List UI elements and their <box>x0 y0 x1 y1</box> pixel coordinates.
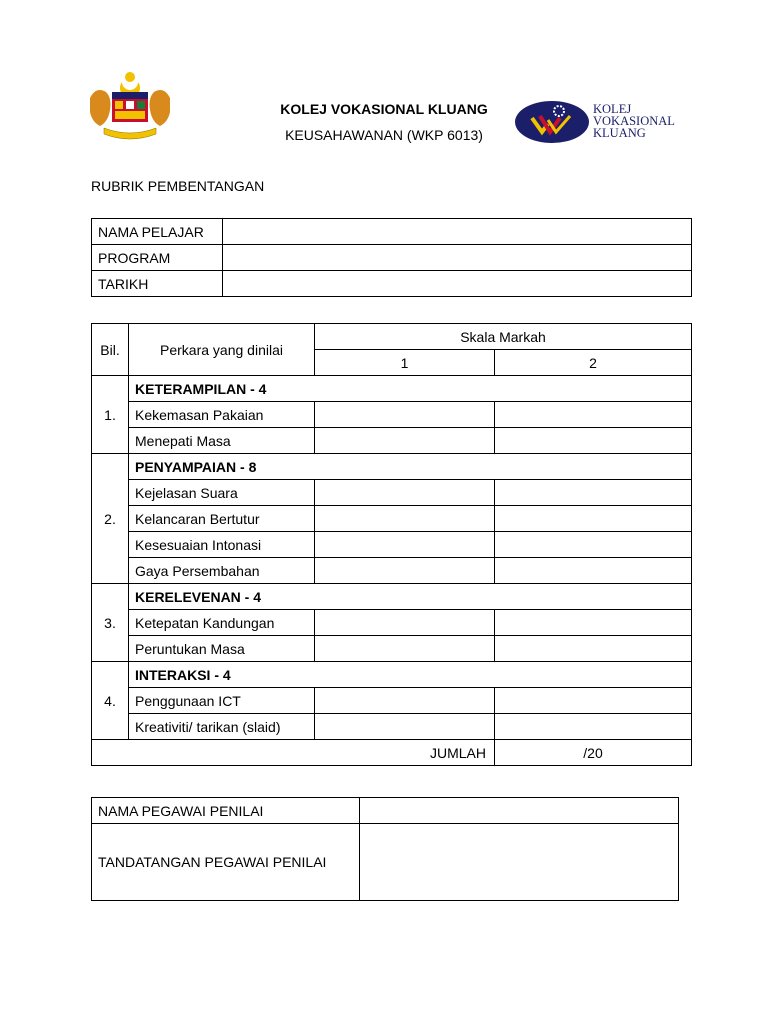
criteria-row <box>92 610 692 636</box>
group-title: INTERAKSI - 4 <box>129 662 692 688</box>
info-row-program <box>92 245 692 271</box>
rubric-header-row <box>92 324 692 350</box>
criteria-label: Penggunaan ICT <box>129 688 315 714</box>
criteria-label: Kekemasan Pakaian <box>129 402 315 428</box>
assessor-signature-field[interactable] <box>360 824 679 901</box>
score-1-cell[interactable] <box>315 506 495 532</box>
col-bil-header: Bil. <box>92 324 129 376</box>
rubric-table <box>91 323 692 766</box>
group-title-row <box>92 584 692 610</box>
score-1-cell[interactable] <box>315 610 495 636</box>
criteria-label: Peruntukan Masa <box>129 636 315 662</box>
assessor-signature-row <box>92 824 679 901</box>
criteria-row <box>92 480 692 506</box>
score-2-cell[interactable] <box>495 636 692 662</box>
college-logo <box>514 98 690 146</box>
criteria-row <box>92 636 692 662</box>
criteria-label: Kejelasan Suara <box>129 480 315 506</box>
total-label: JUMLAH <box>92 740 495 766</box>
score-1-cell[interactable] <box>315 688 495 714</box>
col-item-header: Perkara yang dinilai <box>129 324 315 376</box>
student-name-field[interactable] <box>223 219 692 245</box>
assessor-signature-label: TANDATANGAN PEGAWAI PENILAI <box>92 824 360 901</box>
date-field[interactable] <box>223 271 692 297</box>
score-1-cell[interactable] <box>315 480 495 506</box>
logo-line-2: VOKASIONAL <box>593 114 675 128</box>
score-2-cell[interactable] <box>495 506 692 532</box>
group-number: 3. <box>92 584 129 662</box>
info-label: NAMA PELAJAR <box>92 219 223 245</box>
score-1-cell[interactable] <box>315 636 495 662</box>
info-label: TARIKH <box>92 271 223 297</box>
criteria-label: Kelancaran Bertutur <box>129 506 315 532</box>
scale-1-header: 1 <box>315 350 495 376</box>
group-number: 2. <box>92 454 129 584</box>
score-1-cell[interactable] <box>315 532 495 558</box>
criteria-label: Kreativiti/ tarikan (slaid) <box>129 714 315 740</box>
course-subtitle: KEUSAHAWANAN (WKP 6013) <box>285 127 483 143</box>
criteria-label: Menepati Masa <box>129 428 315 454</box>
group-title-row <box>92 376 692 402</box>
info-row-name <box>92 219 692 245</box>
score-1-cell[interactable] <box>315 558 495 584</box>
criteria-row <box>92 402 692 428</box>
score-1-cell[interactable] <box>315 714 495 740</box>
criteria-row <box>92 714 692 740</box>
criteria-row <box>92 428 692 454</box>
group-title: KERELEVENAN - 4 <box>129 584 692 610</box>
info-label: PROGRAM <box>92 245 223 271</box>
col-scale-header: Skala Markah <box>315 324 692 350</box>
score-2-cell[interactable] <box>495 402 692 428</box>
scale-2-header: 2 <box>495 350 692 376</box>
program-field[interactable] <box>223 245 692 271</box>
section-title: RUBRIK PEMBENTANGAN <box>91 178 265 194</box>
score-2-cell[interactable] <box>495 714 692 740</box>
assessor-name-field[interactable] <box>360 798 679 824</box>
score-2-cell[interactable] <box>495 480 692 506</box>
college-emblem-icon <box>514 98 592 146</box>
group-title: KETERAMPILAN - 4 <box>129 376 692 402</box>
group-title: PENYAMPAIAN - 8 <box>129 454 692 480</box>
criteria-row <box>92 688 692 714</box>
score-1-cell[interactable] <box>315 428 495 454</box>
criteria-label: Ketepatan Kandungan <box>129 610 315 636</box>
criteria-row <box>92 532 692 558</box>
info-row-date <box>92 271 692 297</box>
criteria-label: Gaya Persembahan <box>129 558 315 584</box>
score-2-cell[interactable] <box>495 610 692 636</box>
criteria-row <box>92 558 692 584</box>
group-number: 4. <box>92 662 129 740</box>
score-2-cell[interactable] <box>495 558 692 584</box>
logo-line-1: KOLEJ <box>593 102 632 116</box>
student-info-table <box>91 218 692 297</box>
assessor-name-label: NAMA PEGAWAI PENILAI <box>92 798 360 824</box>
score-2-cell[interactable] <box>495 688 692 714</box>
score-2-cell[interactable] <box>495 532 692 558</box>
assessor-table <box>91 797 679 901</box>
logo-line-3: KLUANG <box>593 126 646 140</box>
score-1-cell[interactable] <box>315 402 495 428</box>
total-row <box>92 740 692 766</box>
total-value[interactable]: /20 <box>495 740 692 766</box>
group-title-row <box>92 662 692 688</box>
group-title-row <box>92 454 692 480</box>
assessor-name-row <box>92 798 679 824</box>
criteria-row <box>92 506 692 532</box>
group-number: 1. <box>92 376 129 454</box>
criteria-label: Kesesuaian Intonasi <box>129 532 315 558</box>
score-2-cell[interactable] <box>495 428 692 454</box>
college-title: KOLEJ VOKASIONAL KLUANG <box>280 101 488 117</box>
